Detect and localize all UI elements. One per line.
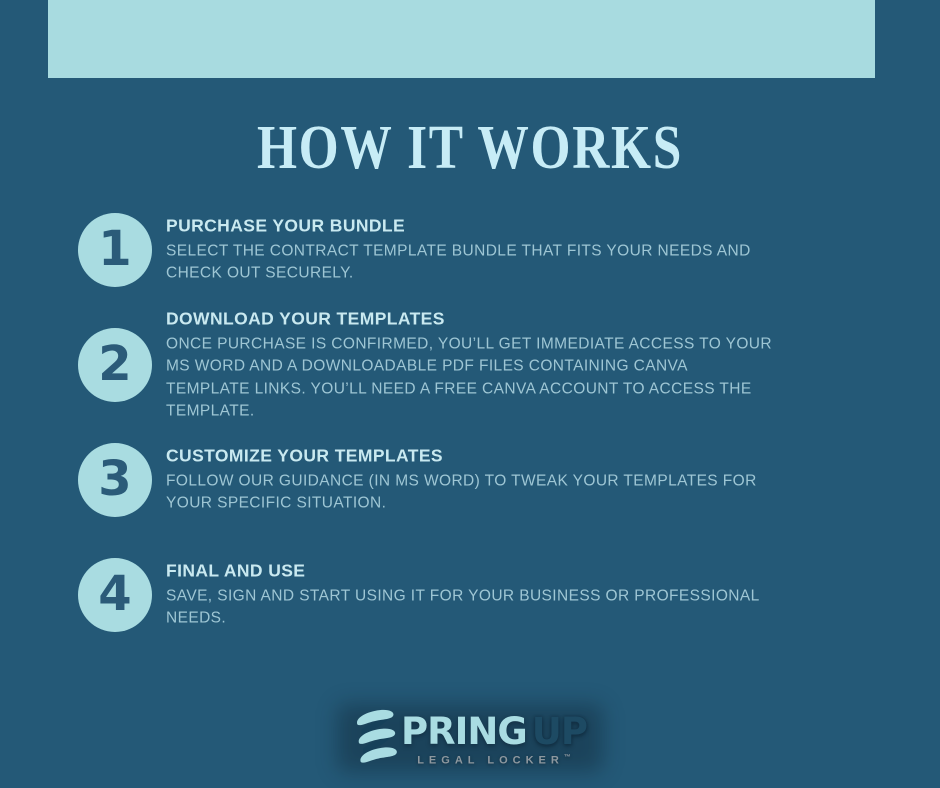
- step-item-4: [78, 558, 878, 632]
- spring-s-icon: [353, 708, 399, 768]
- step-text-block: [166, 560, 866, 631]
- step-body-line: YOUR SPECIFIC SITUATION.: [166, 495, 387, 512]
- step-number-badge: [78, 213, 152, 287]
- step-text-block: [166, 307, 866, 422]
- step-text-block: [166, 445, 866, 516]
- step-body-line: MS WORD AND A DOWNLOADABLE PDF FILES CONTAINING CANVA: [166, 357, 688, 375]
- step-item-2: [78, 308, 878, 420]
- step-number-badge: [78, 558, 152, 632]
- step-body-line: NEEDS.: [166, 610, 227, 627]
- page-title: HOW IT WORKS: [256, 114, 684, 182]
- step-number: 3: [98, 451, 132, 507]
- step-text-block: [166, 215, 866, 286]
- brand-text-spring: PRING: [401, 710, 527, 753]
- step-heading: DOWNLOAD YOUR TEMPLATES: [166, 308, 445, 329]
- step-body-line: ONCE PURCHASE IS CONFIRMED, YOU’LL GET IMMEDIATE ACCESS TO YOUR: [166, 335, 772, 353]
- step-body-line: TEMPLATE LINKS. YOU’LL NEED A FREE CANVA ACCOUNT TO ACCESS THE: [166, 380, 752, 397]
- step-number-badge: [78, 443, 152, 517]
- brand-tagline: [417, 754, 571, 767]
- tagline-text: LEGAL LOCKER: [417, 754, 564, 767]
- step-number: 2: [98, 336, 132, 392]
- step-body-line: SELECT THE CONTRACT TEMPLATE BUNDLE THAT FITS YOUR NEEDS AND: [166, 242, 751, 260]
- step-heading: FINAL AND USE: [166, 560, 306, 581]
- step-body-line: TEMPLATE.: [166, 402, 255, 420]
- step-item-3: [78, 443, 878, 517]
- brand-logo: [353, 706, 587, 768]
- trademark-symbol: ™: [563, 754, 571, 761]
- step-body-line: FOLLOW OUR GUIDANCE (IN MS WORD) TO TWEAK YOUR TEMPLATES FOR: [166, 472, 757, 490]
- step-heading: PURCHASE YOUR BUNDLE: [166, 215, 406, 236]
- brand-text-up: UP: [531, 710, 587, 753]
- step-number: 1: [98, 221, 132, 277]
- step-heading: CUSTOMIZE YOUR TEMPLATES: [166, 445, 443, 466]
- brand-wordmark: [401, 712, 587, 752]
- step-body-line: CHECK OUT SECURELY.: [166, 265, 354, 282]
- step-body-line: SAVE, SIGN AND START USING IT FOR YOUR BUSINESS OR PROFESSIONAL: [166, 587, 760, 605]
- step-number-badge: [78, 328, 152, 402]
- header-band: [48, 0, 875, 78]
- step-number: 4: [98, 566, 132, 622]
- step-item-1: [78, 213, 878, 287]
